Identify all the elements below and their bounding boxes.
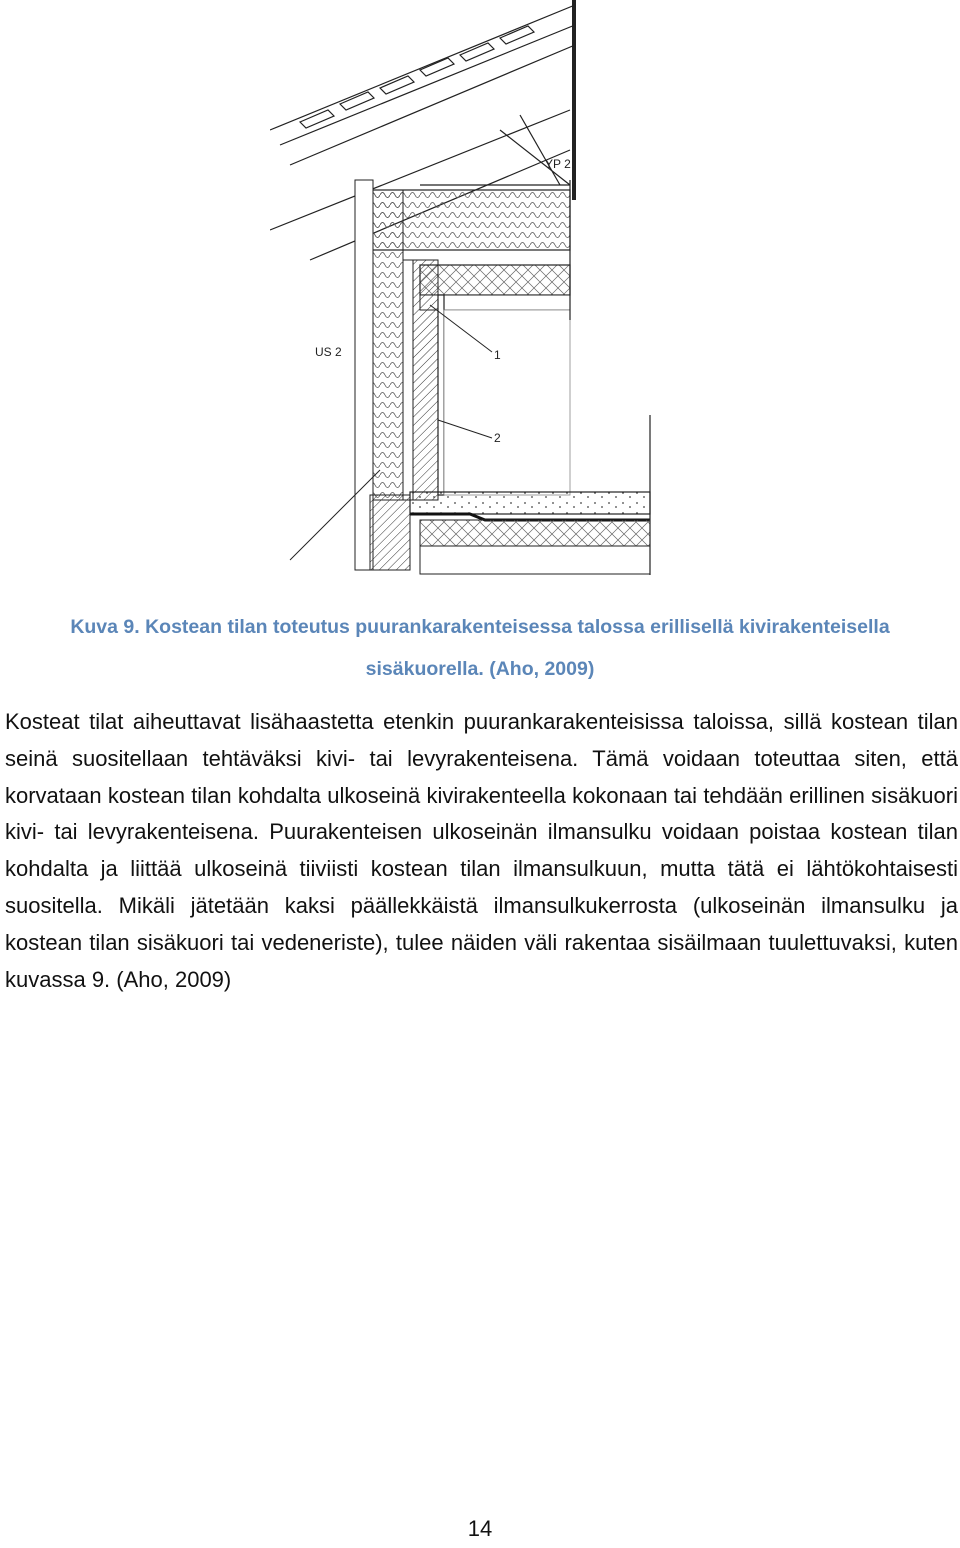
page-number: 14	[467, 1516, 493, 1541]
label-us2: US 2	[315, 345, 342, 359]
caption-line-2: sisäkuorella. (Aho, 2009)	[365, 658, 595, 680]
figure-caption	[0, 606, 960, 690]
caption-line-1: Kuva 9. Kostean tilan toteutus puurankarakenteisessa talossa erillisellä kivirakenteisella	[70, 616, 890, 638]
body-paragraph: Kosteat tilat aiheuttavat lisähaastetta etenkin puurankarakenteisissa taloissa, sillä kostean tilan seinä suositellaan tehtäväksi kivi- tai levyrakenteisena. Tämä voidaan toteuttaa siten, että korvataan kostean tilan kohdalta ulkoseinä kivirakenteella kokonaan tai tehdään erillinen sisäkuori kivi- tai levyrakenteisena. Puurakenteisen ulkoseinän ilmansulku voidaan poistaa kostean tilan kohdalta ja liittää ulkoseinä tiiviisti kostean tilan ilmansulkuun, mutta tätä ei lähtökohtaisesti suositella. Mikäli jätetään kaksi päällekkäistä ilmansulkukerrosta (ulkoseinän ilmansulku ja kostean tilan sisäkuori tai vedeneriste), tulee näiden väli rakentaa sisäilmaan tuulettuvaksi, kuten kuvassa 9. (Aho, 2009)	[5, 709, 958, 992]
label-yp2: YP 2	[545, 157, 571, 171]
label-callout-1: 1	[494, 348, 501, 362]
construction-detail-drawing	[270, 0, 660, 580]
label-callout-2: 2	[494, 431, 501, 445]
